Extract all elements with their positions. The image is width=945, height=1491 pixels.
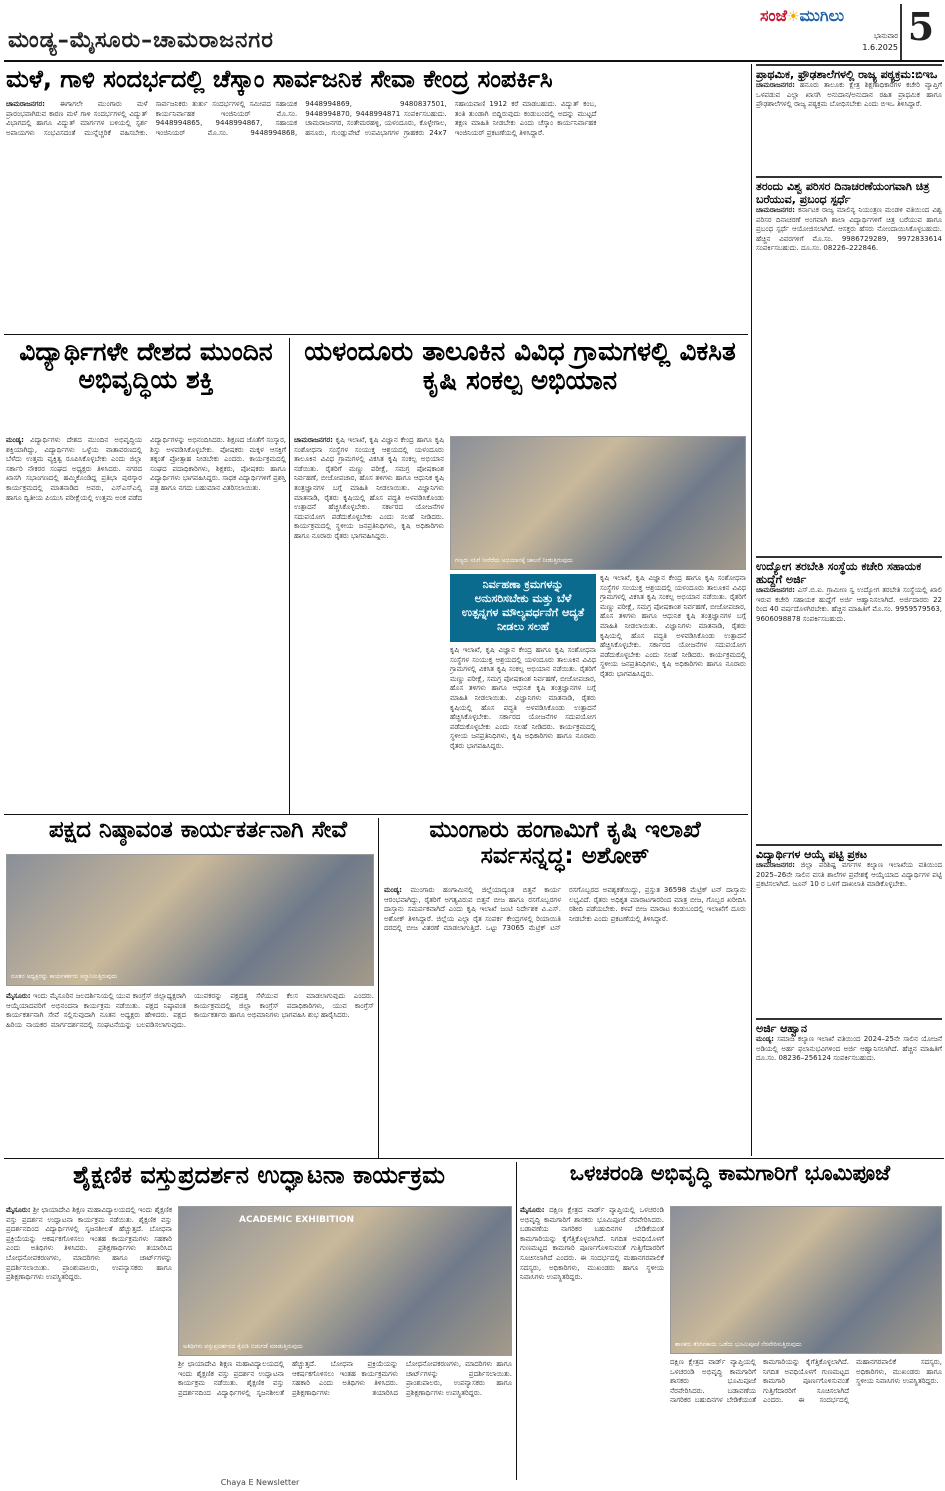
sidebar-5-headline: ಅರ್ಜಿ ಆಹ್ವಾನ [756,1018,942,1035]
article-7-photo-caption: ಶಾಸಕರು ತೆಂಗಿನಕಾಯಿ ಒಡೆದು ಭೂಮಿಪೂಜೆ ನೆರವೇರಿಸುತ್ತಿರುವುದು [675,1341,802,1348]
article-5-body [384,886,746,1156]
issue-day: ಭಾನುವಾರ [873,32,898,40]
article-6-photo [178,1206,512,1356]
sidebar-1-dateline: ಚಾಮರಾಜನಗರ: [756,81,795,89]
article-1-headline: ಮಳೆ, ಗಾಳಿ ಸಂದರ್ಭದಲ್ಲಿ ಚೆಸ್ಕಾಂ ಸಾರ್ವಜನಿಕ ಸೇವಾ ಕೇಂದ್ರ ಸಂಪರ್ಕಿಸಿ [6,66,553,93]
article-4-text: ಇಂದು ಮೈಸೂರಿನ ಜಲದರ್ಶಿನಿಯಲ್ಲಿ ಯುವ ಕಾಂಗ್ರೆಸ್ ಜಿಲ್ಲಾಧ್ಯಕ್ಷರಾಗಿ ಆಯ್ಕೆಯಾದವರಿಗೆ ಅಭಿನಂದನಾ ಕಾರ್ಯಕ್ರಮ ನಡೆಯಿತು. ಪಕ್ಷದ ನಿಷ್ಠಾವಂತ ಕಾರ್ಯಕರ್ತನಾಗಿ ಸೇವೆ ಸಲ್ಲಿಸುವುದಾಗಿ ನೂತನ ಅಧ್ಯಕ್ಷರು ಹೇಳಿದರು. ಪಕ್ಷದ ಹಿರಿಯ ನಾಯಕರ ಮಾರ್ಗದರ್ಶನದಲ್ಲಿ ಸಂಘಟನೆಯನ್ನು ಬಲಪಡಿಸಲಾಗುವುದು. ಯುವಕರನ್ನು ಪಕ್ಷದತ್ತ ಸೆಳೆಯುವ ಕೆಲಸ ಮಾಡಲಾಗುವುದು ಎಂದರು. ಕಾರ್ಯಕ್ರಮದಲ್ಲಿ ಜಿಲ್ಲಾ ಕಾಂಗ್ರೆಸ್ ಪದಾಧಿಕಾರಿಗಳು, ಯುವ ಕಾಂಗ್ರೆಸ್ ಕಾರ್ಯಕರ್ತರು ಹಾಗೂ ಅಭಿಮಾನಿಗಳು ಭಾಗವಹಿಸಿ ಶುಭ ಹಾರೈಸಿದರು. [6,992,374,1029]
rule-col-a4 [378,818,379,1158]
article-4-photo-caption: ನೂತನ ಅಧ್ಯಕ್ಷರನ್ನು ಕಾರ್ಯಕರ್ತರು ಸನ್ಮಾನಿಸುತ್ತಿರುವುದು [11,973,118,980]
sun-icon: ☀ [786,9,800,25]
article-7-body-right [670,1358,942,1476]
sidebar-3-text: ಎಸ್.ಬಿ.ಐ. ಗ್ರಾಮೀಣ ಸ್ವ ಉದ್ಯೋಗ ತರಬೇತಿ ಸಂಸ್ಥೆಯಲ್ಲಿ ಖಾಲಿ ಇರುವ ಕಚೇರಿ ಸಹಾಯಕ ಹುದ್ದೆಗೆ ಅರ್ಜಿ ಆಹ್ವಾನಿಸಲಾಗಿದೆ. ಅರ್ಜಿದಾರರು 22 ರಿಂದ 40 ವರ್ಷದೊಳಗಿರಬೇಕು. ಹೆಚ್ಚಿನ ಮಾಹಿತಿಗೆ ಮೊ.ಸಂ. 9959579563, 9606098878 ಸಂಪರ್ಕಿಸಬಹುದು. [756,586,942,623]
article-3-headline: ಯಳಂದೂರು ತಾಲೂಕಿನ ವಿವಿಧ ಗ್ರಾಮಗಳಲ್ಲಿ ವಿಕಸಿತ ಕೃಷಿ ಸಂಕಲ್ಪ ಅಭಿಯಾನ [304,338,736,397]
article-6-headline: ಶೈಕ್ಷಣಿಕ ವಸ್ತುಪ್ರದರ್ಶನ ಉದ್ಘಾಟನಾ ಕಾರ್ಯಕ್ರಮ [73,1162,445,1189]
article-2-dateline: ಮಂಡ್ಯ: [6,436,24,444]
sidebar-5-text: ಸಮಾಜ ಕಲ್ಯಾಣ ಇಲಾಖೆ ವತಿಯಿಂದ 2024–25ನೇ ಸಾಲಿನ ಯೋಜನೆ ಅಡಿಯಲ್ಲಿ ಅರ್ಹ ಫಲಾನುಭವಿಗಳಿಂದ ಅರ್ಜಿ ಆಹ್ವಾನಿಸಲಾಗಿದೆ. ಹೆಚ್ಚಿನ ಮಾಹಿತಿಗೆ ದೂ.ಸಂ. 08236–256124 ಸಂಪರ್ಕಿಸಬಹುದು. [756,1035,942,1063]
article-7-dateline: ಮೈಸೂರು: [520,1206,545,1214]
sidebar-5-dateline: ಮಂಡ್ಯ: [756,1035,774,1043]
article-3-text-cont-2: ಕೃಷಿ ಇಲಾಖೆ, ಕೃಷಿ ವಿಜ್ಞಾನ ಕೇಂದ್ರ ಹಾಗೂ ಕೃಷಿ ಸಂಶೋಧನಾ ಸಂಸ್ಥೆಗಳ ಸಂಯುಕ್ತ ಆಶ್ರಯದಲ್ಲಿ ಯಳಂದೂರು ತಾಲೂಕಿನ ವಿವಿಧ ಗ್ರಾಮಗಳಲ್ಲಿ ವಿಕಸಿತ ಕೃಷಿ ಸಂಕಲ್ಪ ಅಭಿಯಾನ ನಡೆಯಿತು. ರೈತರಿಗೆ ಮಣ್ಣು ಪರೀಕ್ಷೆ, ಸಮಗ್ರ ಪೋಷಕಾಂಶ ನಿರ್ವಹಣೆ, ಬೀಜೋಪಚಾರ, ಹೊಸ ತಳಿಗಳು ಹಾಗೂ ಆಧುನಿಕ ಕೃಷಿ ತಂತ್ರಜ್ಞಾನಗಳ ಬಗ್ಗೆ ಮಾಹಿತಿ ನೀಡಲಾಯಿತು. ವಿಜ್ಞಾನಿಗಳು ಮಾತನಾಡಿ, ರೈತರು ಕೃಷಿಯಲ್ಲಿ ಹೊಸ ಪದ್ಧತಿ ಅಳವಡಿಸಿಕೊಂಡು ಉತ್ಪಾದನೆ ಹೆಚ್ಚಿಸಿಕೊಳ್ಳಬೇಕು. ಸರ್ಕಾರದ ಯೋಜನೆಗಳ ಸದುಪಯೋಗ ಪಡೆದುಕೊಳ್ಳಬೇಕು ಎಂದು ಸಲಹೆ ನೀಡಿದರು. ಕಾರ್ಯಕ್ರಮದಲ್ಲಿ ಸ್ಥಳೀಯ ಜನಪ್ರತಿನಿಧಿಗಳು, ಕೃಷಿ ಅಧಿಕಾರಿಗಳು ಹಾಗೂ ನೂರಾರು ರೈತರು ಭಾಗವಹಿಸಿದ್ದರು. [450,646,596,750]
article-7-headline: ಒಳಚರಂಡಿ ಅಭಿವೃದ್ಧಿ ಕಾಮಗಾರಿಗೆ ಭೂಮಿಪೂಜೆ [569,1162,891,1185]
rule-a3 [4,814,748,815]
article-5-dateline: ಮಂಡ್ಯ: [384,886,402,894]
article-1-dateline: ಚಾಮರಾಜನಗರ: [6,100,45,108]
sidebar-5-body [756,1035,942,1064]
article-3-body-bottom [450,646,596,812]
rule-col-a2 [289,338,290,814]
article-7-photo [670,1206,942,1354]
logo-text-primary: ಸಂಜೆ [760,6,787,25]
rule-a1 [4,334,748,335]
article-1-body [6,100,746,330]
sidebar-4-dateline: ಚಾಮರಾಜನಗರ: [756,861,795,869]
sidebar-item-1 [756,64,942,176]
article-2-body [6,436,286,812]
sidebar-item-2 [756,176,942,556]
article-6-body-right [178,1360,512,1476]
article-3-photo [450,436,746,570]
masthead-logo [760,6,895,32]
article-3-photo-caption: ಗಣ್ಯರು ಸಸಿಗೆ ನೀರೆರೆದು ಅಭಿಯಾನಕ್ಕೆ ಚಾಲನೆ ನೀಡುತ್ತಿರುವುದು [455,557,573,564]
sidebar-3-dateline: ಚಾಮರಾಜನಗರ: [756,586,795,594]
page-number: 5 [900,4,940,60]
article-6-text: ಶ್ರೀ ಛಾಯಾದೇವಿ ಶಿಕ್ಷಣ ಮಹಾವಿದ್ಯಾಲಯದಲ್ಲಿ ಇಂದು ಶೈಕ್ಷಣಿಕ ವಸ್ತು ಪ್ರದರ್ಶನ ಉದ್ಘಾಟನಾ ಕಾರ್ಯಕ್ರಮ ನಡೆಯಿತು. ಶೈಕ್ಷಣಿಕ ವಸ್ತು ಪ್ರದರ್ಶನದಿಂದ ವಿದ್ಯಾರ್ಥಿಗಳಲ್ಲಿ ಸೃಜನಶೀಲತೆ ಹೆಚ್ಚುತ್ತದೆ. ಬೋಧನಾ ಪ್ರಕ್ರಿಯೆಯನ್ನು ಆಕರ್ಷಕಗೊಳಿಸಲು ಇಂತಹ ಕಾರ್ಯಕ್ರಮಗಳು ಸಹಕಾರಿ ಎಂದು ಅತಿಥಿಗಳು ತಿಳಿಸಿದರು. ಪ್ರಶಿಕ್ಷಣಾರ್ಥಿಗಳು ತಯಾರಿಸಿದ ಬೋಧನೋಪಕರಣಗಳು, ಮಾದರಿಗಳು ಹಾಗೂ ಚಾರ್ಟ್‌ಗಳನ್ನು ಪ್ರದರ್ಶಿಸಲಾಯಿತು. ಪ್ರಾಂಶುಪಾಲರು, ಉಪನ್ಯಾಸಕರು ಹಾಗೂ ಪ್ರಶಿಕ್ಷಣಾರ್ಥಿಗಳು ಉಪಸ್ಥಿತರಿದ್ದರು. [6,1206,172,1282]
sidebar-item-5 [756,1018,942,1154]
article-5-headline: ಮುಂಗಾರು ಹಂಗಾಮಿಗೆ ಕೃಷಿ ಇಲಾಖೆ ಸರ್ವಸನ್ನದ್ಧ: ಅಶೋಕ್ [429,818,701,869]
article-3-text: ಕೃಷಿ ಇಲಾಖೆ, ಕೃಷಿ ವಿಜ್ಞಾನ ಕೇಂದ್ರ ಹಾಗೂ ಕೃಷಿ ಸಂಶೋಧನಾ ಸಂಸ್ಥೆಗಳ ಸಂಯುಕ್ತ ಆಶ್ರಯದಲ್ಲಿ ಯಳಂದೂರು ತಾಲೂಕಿನ ವಿವಿಧ ಗ್ರಾಮಗಳಲ್ಲಿ ವಿಕಸಿತ ಕೃಷಿ ಸಂಕಲ್ಪ ಅಭಿಯಾನ ನಡೆಯಿತು. ರೈತರಿಗೆ ಮಣ್ಣು ಪರೀಕ್ಷೆ, ಸಮಗ್ರ ಪೋಷಕಾಂಶ ನಿರ್ವಹಣೆ, ಬೀಜೋಪಚಾರ, ಹೊಸ ತಳಿಗಳು ಹಾಗೂ ಆಧುನಿಕ ಕೃಷಿ ತಂತ್ರಜ್ಞಾನಗಳ ಬಗ್ಗೆ ಮಾಹಿತಿ ನೀಡಲಾಯಿತು. ವಿಜ್ಞಾನಿಗಳು ಮಾತನಾಡಿ, ರೈತರು ಕೃಷಿಯಲ್ಲಿ ಹೊಸ ಪದ್ಧತಿ ಅಳವಡಿಸಿಕೊಂಡು ಉತ್ಪಾದನೆ ಹೆಚ್ಚಿಸಿಕೊಳ್ಳಬೇಕು. ಸರ್ಕಾರದ ಯೋಜನೆಗಳ ಸದುಪಯೋಗ ಪಡೆದುಕೊಳ್ಳಬೇಕು ಎಂದು ಸಲಹೆ ನೀಡಿದರು. ಕಾರ್ಯಕ್ರಮದಲ್ಲಿ ಸ್ಥಳೀಯ ಜನಪ್ರತಿನಿಧಿಗಳು, ಕೃಷಿ ಅಧಿಕಾರಿಗಳು ಹಾಗೂ ನೂರಾರು ರೈತರು ಭಾಗವಹಿಸಿದ್ದರು. [294,436,444,540]
sidebar-2-body [756,206,942,254]
article-3-dateline: ಚಾಮರಾಜನಗರ: [294,436,333,444]
article-6-dateline: ಮೈಸೂರು: [6,1206,31,1214]
sidebar-2-headline: ತರಂದು ವಿಶ್ವ ಪರಿಸರ ದಿನಾಚರಣೆಯಂಗವಾಗಿ ಚಿತ್ರ ಬರೆಯುವ, ಪ್ರಬಂಧ ಸ್ಪರ್ಧೆ [756,176,942,206]
region-title: ಮಂಡ್ಯ–ಮೈಸೂರು–ಚಾಮರಾಜನಗರ [8,28,274,53]
article-6-text-cont: ಶ್ರೀ ಛಾಯಾದೇವಿ ಶಿಕ್ಷಣ ಮಹಾವಿದ್ಯಾಲಯದಲ್ಲಿ ಇಂದು ಶೈಕ್ಷಣಿಕ ವಸ್ತು ಪ್ರದರ್ಶನ ಉದ್ಘಾಟನಾ ಕಾರ್ಯಕ್ರಮ ನಡೆಯಿತು. ಶೈಕ್ಷಣಿಕ ವಸ್ತು ಪ್ರದರ್ಶನದಿಂದ ವಿದ್ಯಾರ್ಥಿಗಳಲ್ಲಿ ಸೃಜನಶೀಲತೆ ಹೆಚ್ಚುತ್ತದೆ. ಬೋಧನಾ ಪ್ರಕ್ರಿಯೆಯನ್ನು ಆಕರ್ಷಕಗೊಳಿಸಲು ಇಂತಹ ಕಾರ್ಯಕ್ರಮಗಳು ಸಹಕಾರಿ ಎಂದು ಅತಿಥಿಗಳು ತಿಳಿಸಿದರು. ಪ್ರಶಿಕ್ಷಣಾರ್ಥಿಗಳು ತಯಾರಿಸಿದ ಬೋಧನೋಪಕರಣಗಳು, ಮಾದರಿಗಳು ಹಾಗೂ ಚಾರ್ಟ್‌ಗಳನ್ನು ಪ್ರದರ್ಶಿಸಲಾಯಿತು. ಪ್ರಾಂಶುಪಾಲರು, ಉಪನ್ಯಾಸಕರು ಹಾಗೂ ಪ್ರಶಿಕ್ಷಣಾರ್ಥಿಗಳು ಉಪಸ್ಥಿತರಿದ್ದರು. [178,1360,512,1397]
sidebar-1-text: ಹನೂರು ತಾಲೂಕು ಕ್ಷೇತ್ರ ಶಿಕ್ಷಣಾಧಿಕಾರಿಗಳ ಕಚೇರಿ ವ್ಯಾಪ್ತಿಗೆ ಒಳಪಡುವ ಎಲ್ಲಾ ಖಾಸಗಿ ಅನುದಾನ/ಅನುದಾನ ರಹಿತ ಪ್ರಾಥಮಿಕ ಹಾಗೂ ಪ್ರೌಢಶಾಲೆಗಳಲ್ಲಿ ರಾಜ್ಯ ಪಠ್ಯಕ್ರಮ ಬೋಧಿಸಬೇಕು ಎಂದು ಬಿಇಒ ತಿಳಿಸಿದ್ದಾರೆ. [756,81,942,109]
article-7-text: ದಕ್ಷಿಣ ಕ್ಷೇತ್ರದ ವಾರ್ಡ್ ವ್ಯಾಪ್ತಿಯಲ್ಲಿ ಒಳಚರಂಡಿ ಅಭಿವೃದ್ಧಿ ಕಾಮಗಾರಿಗೆ ಶಾಸಕರು ಭೂಮಿಪೂಜೆ ನೆರವೇರಿಸಿದರು. ಬಡಾವಣೆಯ ನಾಗರಿಕರ ಬಹುದಿನಗಳ ಬೇಡಿಕೆಯಂತೆ ಕಾಮಗಾರಿಯನ್ನು ಕೈಗೆತ್ತಿಕೊಳ್ಳಲಾಗಿದೆ. ನಿಗದಿತ ಅವಧಿಯೊಳಗೆ ಗುಣಮಟ್ಟದ ಕಾಮಗಾರಿ ಪೂರ್ಣಗೊಳಿಸುವಂತೆ ಗುತ್ತಿಗೆದಾರರಿಗೆ ಸೂಚಿಸಲಾಗಿದೆ ಎಂದರು. ಈ ಸಂದರ್ಭದಲ್ಲಿ ಮಹಾನಗರಪಾಲಿಕೆ ಸದಸ್ಯರು, ಅಧಿಕಾರಿಗಳು, ಮುಖಂಡರು ಹಾಗೂ ಸ್ಥಳೀಯ ನಿವಾಸಿಗಳು ಉಪಸ್ಥಿತರಿದ್ದರು. [520,1206,664,1282]
sidebar-item-4 [756,844,942,1018]
sidebar-2-dateline: ಚಾಮರಾಜನಗರ: [756,206,795,214]
article-6-photo-banner: ACADEMIC EXHIBITION [239,1215,355,1225]
sidebar-item-3 [756,556,942,844]
article-4-dateline: ಮೈಸೂರು: [6,992,31,1000]
logo-text-secondary: ಮುಗಿಲು [799,6,845,25]
article-3-text-cont: ಕೃಷಿ ಇಲಾಖೆ, ಕೃಷಿ ವಿಜ್ಞಾನ ಕೇಂದ್ರ ಹಾಗೂ ಕೃಷಿ ಸಂಶೋಧನಾ ಸಂಸ್ಥೆಗಳ ಸಂಯುಕ್ತ ಆಶ್ರಯದಲ್ಲಿ ಯಳಂದೂರು ತಾಲೂಕಿನ ವಿವಿಧ ಗ್ರಾಮಗಳಲ್ಲಿ ವಿಕಸಿತ ಕೃಷಿ ಸಂಕಲ್ಪ ಅಭಿಯಾನ ನಡೆಯಿತು. ರೈತರಿಗೆ ಮಣ್ಣು ಪರೀಕ್ಷೆ, ಸಮಗ್ರ ಪೋಷಕಾಂಶ ನಿರ್ವಹಣೆ, ಬೀಜೋಪಚಾರ, ಹೊಸ ತಳಿಗಳು ಹಾಗೂ ಆಧುನಿಕ ಕೃಷಿ ತಂತ್ರಜ್ಞಾನಗಳ ಬಗ್ಗೆ ಮಾಹಿತಿ ನೀಡಲಾಯಿತು. ವಿಜ್ಞಾನಿಗಳು ಮಾತನಾಡಿ, ರೈತರು ಕೃಷಿಯಲ್ಲಿ ಹೊಸ ಪದ್ಧತಿ ಅಳವಡಿಸಿಕೊಂಡು ಉತ್ಪಾದನೆ ಹೆಚ್ಚಿಸಿಕೊಳ್ಳಬೇಕು. ಸರ್ಕಾರದ ಯೋಜನೆಗಳ ಸದುಪಯೋಗ ಪಡೆದುಕೊಳ್ಳಬೇಕು ಎಂದು ಸಲಹೆ ನೀಡಿದರು. ಕಾರ್ಯಕ್ರಮದಲ್ಲಿ ಸ್ಥಳೀಯ ಜನಪ್ರತಿನಿಧಿಗಳು, ಕೃಷಿ ಅಧಿಕಾರಿಗಳು ಹಾಗೂ ನೂರಾರು ರೈತರು ಭಾಗವಹಿಸಿದ್ದರು. [600,574,746,678]
masthead-rule [4,60,944,62]
article-1-text: ಈಗಾಗಲೇ ಮುಂಗಾರು ಮಳೆ ಪ್ರಾರಂಭವಾಗಿರುವ ಕಾರಣ ಮಳೆ ಗಾಳಿ ಸಂದರ್ಭಗಳಲ್ಲಿ ವಿದ್ಯುತ್ ವಿಭಾಗದಲ್ಲಿ ಹಾಗೂ ವಿದ್ಯುತ್ ಮಾರ್ಗಗಳ ಬಳಿಯಲ್ಲಿ ಸ್ಪರ್ಶ ಅಪಾಯಗಳು ಸಂಭವಿಸದಂತೆ ಮುನ್ನೆಚ್ಚರಿಕೆ ವಹಿಸಬೇಕು. ಸಾರ್ವಜನಿಕರು ತುರ್ತು ಸಂದರ್ಭಗಳಲ್ಲಿ ಸಮೀಪದ ಸಹಾಯಕ ಕಾರ್ಯನಿರ್ವಾಹಕ ಇಂಜಿನಿಯರ್ ಮೊ.ಸಂ. 9448994865, 9448994867, ಸಹಾಯಕ ಇಂಜಿನಿಯರ್ ಮೊ.ಸಂ. 9448994868, 9448994869, 9480837501, 9448994870, 9448994871 ಸಂಪರ್ಕಿಸಬಹುದು. ಚಾಮರಾಜನಗರ, ಸಂತೇಮರಹಳ್ಳಿ, ಯಳಂದೂರು, ಕೊಳ್ಳೇಗಾಲ, ಹನೂರು, ಗುಂಡ್ಲುಪೇಟೆ ಉಪವಿಭಾಗಗಳ ಗ್ರಾಹಕರು 24x7 ಸಹಾಯವಾಣಿ 1912 ಕರೆ ಮಾಡಬಹುದು. ವಿದ್ಯುತ್ ಕಂಬ, ತಂತಿ ತುಂಡಾಗಿ ಬಿದ್ದಿರುವುದು ಕಂಡುಬಂದಲ್ಲಿ ಅದನ್ನು ಮುಟ್ಟದೆ ತಕ್ಷಣ ಮಾಹಿತಿ ನೀಡಬೇಕು ಎಂದು ಚೆಸ್ಕಾಂ ಕಾರ್ಯನಿರ್ವಾಹಕ ಇಂಜಿನಿಯರ್ ಪ್ರಕಟಣೆಯಲ್ಲಿ ತಿಳಿಸಿದ್ದಾರೆ. [6,100,597,137]
article-3-pull-quote: ನಿರ್ವಹಣಾ ಕ್ರಮಗಳನ್ನು ಅನುಸರಿಸಬೇಕು ಮತ್ತು ಬೆಳೆ ಉತ್ಪನ್ನಗಳ ಮೌಲ್ಯವರ್ಧನೆಗೆ ಆದ್ಯತೆ ನೀಡಲು ಸಲಹೆ [450,574,596,642]
sidebar-2-text: ಕರ್ನಾಟಕ ರಾಜ್ಯ ಮಾಲಿನ್ಯ ನಿಯಂತ್ರಣ ಮಂಡಳಿ ವತಿಯಿಂದ ವಿಶ್ವ ಪರಿಸರ ದಿನಾಚರಣೆ ಅಂಗವಾಗಿ ಶಾಲಾ ವಿದ್ಯಾರ್ಥಿಗಳಿಗೆ ಚಿತ್ರ ಬರೆಯುವ ಹಾಗೂ ಪ್ರಬಂಧ ಸ್ಪರ್ಧೆ ಆಯೋಜಿಸಲಾಗಿದೆ. ಆಸಕ್ತರು ಹೆಸರು ನೋಂದಾಯಿಸಿಕೊಳ್ಳಬಹುದು. ಹೆಚ್ಚಿನ ವಿವರಗಳಿಗೆ ಮೊ.ಸಂ. 9986729289, 9972833614 ಸಂಪರ್ಕಿಸಬಹುದು. ದೂ.ಸಂ. 08226–222846. [756,206,942,253]
article-4-headline: ಪಕ್ಷದ ನಿಷ್ಠಾವಂತ ಕಾರ್ಯಕರ್ತನಾಗಿ ಸೇವೆ [48,818,348,843]
sidebar [756,64,942,1156]
article-3-body-left [294,436,444,812]
article-4-body [6,992,374,1156]
article-4-photo [6,854,374,986]
rule-a5 [4,1158,944,1159]
sidebar-4-text: ಜಿಲ್ಲಾ ಪರಿಶಿಷ್ಟ ವರ್ಗಗಳ ಕಲ್ಯಾಣ ಇಲಾಖೆಯ ವತಿಯಿಂದ 2025–26ನೇ ಸಾಲಿನ ವಸತಿ ಶಾಲೆಗಳ ಪ್ರವೇಶಕ್ಕೆ ಆಯ್ಕೆಯಾದ ವಿದ್ಯಾರ್ಥಿಗಳ ಪಟ್ಟಿ ಪ್ರಕಟಿಸಲಾಗಿದೆ. ಜೂನ್ 10 ರ ಒಳಗೆ ದಾಖಲಾತಿ ಮಾಡಿಕೊಳ್ಳಬೇಕು. [756,861,942,889]
rule-col-a6 [516,1162,517,1480]
sidebar-3-headline: ಉದ್ಯೋಗ ತರಬೇತಿ ಸಂಸ್ಥೆಯ ಕಚೇರಿ ಸಹಾಯಕ ಹುದ್ದೆಗೆ ಅರ್ಜಿ [756,556,942,586]
sidebar-1-headline: ಪ್ರಾಥಮಿಕ, ಫ್ರೌಢಶಾಲೆಗಳಲ್ಲಿ ರಾಜ್ಯ ಪಠ್ಯಕ್ರಮ:ಬಿಇಒ [756,64,942,81]
article-7-text-cont: ದಕ್ಷಿಣ ಕ್ಷೇತ್ರದ ವಾರ್ಡ್ ವ್ಯಾಪ್ತಿಯಲ್ಲಿ ಒಳಚರಂಡಿ ಅಭಿವೃದ್ಧಿ ಕಾಮಗಾರಿಗೆ ಶಾಸಕರು ಭೂಮಿಪೂಜೆ ನೆರವೇರಿಸಿದರು. ಬಡಾವಣೆಯ ನಾಗರಿಕರ ಬಹುದಿನಗಳ ಬೇಡಿಕೆಯಂತೆ ಕಾಮಗಾರಿಯನ್ನು ಕೈಗೆತ್ತಿಕೊಳ್ಳಲಾಗಿದೆ. ನಿಗದಿತ ಅವಧಿಯೊಳಗೆ ಗುಣಮಟ್ಟದ ಕಾಮಗಾರಿ ಪೂರ್ಣಗೊಳಿಸುವಂತೆ ಗುತ್ತಿಗೆದಾರರಿಗೆ ಸೂಚಿಸಲಾಗಿದೆ ಎಂದರು. ಈ ಸಂದರ್ಭದಲ್ಲಿ ಮಹಾನಗರಪಾಲಿಕೆ ಸದಸ್ಯರು, ಅಧಿಕಾರಿಗಳು, ಮುಖಂಡರು ಹಾಗೂ ಸ್ಥಳೀಯ ನಿವಾಸಿಗಳು ಉಪಸ್ಥಿತರಿದ್ದರು. [670,1358,942,1405]
sidebar-4-body [756,861,942,890]
footer-credit: Chaya E Newsletter [220,1478,300,1487]
sidebar-3-body [756,586,942,624]
article-3-body-right [600,574,746,812]
sidebar-4-headline: ವಿದ್ಯಾರ್ಥಿಗಳ ಆಯ್ಕೆ ಪಟ್ಟಿ ಪ್ರಕಟ [756,844,942,861]
article-6-body-left [6,1206,172,1476]
article-2-text: ವಿದ್ಯಾರ್ಥಿಗಳು ದೇಶದ ಮುಂದಿನ ಅಭಿವೃದ್ಧಿಯ ಶಕ್ತಿಯಾಗಿದ್ದು, ವಿದ್ಯಾರ್ಥಿಗಳು ಒಳ್ಳೆಯ ವಾತಾವರಣದಲ್ಲಿ ಬೆಳೆದು ಉತ್ತಮ ವ್ಯಕ್ತಿತ್ವ ರೂಪಿಸಿಕೊಳ್ಳಬೇಕು ಎಂದು ಜಿಲ್ಲಾ ಸರ್ಕಾರಿ ನೌಕರರ ಸಂಘದ ಅಧ್ಯಕ್ಷರು ತಿಳಿಸಿದರು. ನಗರದ ಖಾಸಗಿ ಸಭಾಂಗಣದಲ್ಲಿ ಹಮ್ಮಿಕೊಂಡಿದ್ದ ಪ್ರತಿಭಾ ಪುರಸ್ಕಾರ ಕಾರ್ಯಕ್ರಮದಲ್ಲಿ ಮಾತನಾಡಿದ ಅವರು, ಎಸ್ಎಸ್ಎಲ್ಸಿ ಹಾಗೂ ದ್ವಿತೀಯ ಪಿಯುಸಿ ಪರೀಕ್ಷೆಯಲ್ಲಿ ಉತ್ತಮ ಅಂಕ ಪಡೆದ ವಿದ್ಯಾರ್ಥಿಗಳನ್ನು ಅಭಿನಂದಿಸಿದರು. ಶಿಕ್ಷಣದ ಜೊತೆಗೆ ಸಂಸ್ಕಾರ, ಶಿಸ್ತು ಅಳವಡಿಸಿಕೊಳ್ಳಬೇಕು. ಪೋಷಕರು ಮಕ್ಕಳ ಆಸಕ್ತಿಗೆ ತಕ್ಕಂತೆ ಪ್ರೋತ್ಸಾಹ ನೀಡಬೇಕು ಎಂದರು. ಕಾರ್ಯಕ್ರಮದಲ್ಲಿ ಸಂಘದ ಪದಾಧಿಕಾರಿಗಳು, ಶಿಕ್ಷಕರು, ಪೋಷಕರು ಹಾಗೂ ವಿದ್ಯಾರ್ಥಿಗಳು ಭಾಗವಹಿಸಿದ್ದರು. ಸಾಧಕ ವಿದ್ಯಾರ್ಥಿಗಳಿಗೆ ಪ್ರಶಸ್ತಿ ಪತ್ರ ಹಾಗೂ ನಗದು ಬಹುಮಾನ ವಿತರಿಸಲಾಯಿತು. [6,436,286,502]
article-7-body-left [520,1206,664,1476]
sidebar-rule [751,64,752,1156]
article-2-headline: ವಿದ್ಯಾರ್ಥಿಗಳೇ ದೇಶದ ಮುಂದಿನ ಅಭಿವೃದ್ಧಿಯ ಶಕ್ತಿ [19,338,273,394]
sidebar-1-body [756,81,942,110]
article-5-text: ಮುಂಗಾರು ಹಂಗಾಮಿನಲ್ಲಿ ಜಿಲ್ಲೆಯಾದ್ಯಂತ ಬಿತ್ತನೆ ಕಾರ್ಯ ಆರಂಭವಾಗಿದ್ದು, ರೈತರಿಗೆ ಅಗತ್ಯವಿರುವ ಬಿತ್ತನೆ ಬೀಜ ಹಾಗೂ ರಸಗೊಬ್ಬರಗಳ ದಾಸ್ತಾನು ಸಮರ್ಪಕವಾಗಿದೆ ಎಂದು ಕೃಷಿ ಇಲಾಖೆ ಜಂಟಿ ನಿರ್ದೇಶಕ ವಿ.ಎಸ್. ಅಶೋಕ್ ತಿಳಿಸಿದ್ದಾರೆ. ಜಿಲ್ಲೆಯ ಎಲ್ಲಾ ರೈತ ಸಂಪರ್ಕ ಕೇಂದ್ರಗಳಲ್ಲಿ ರಿಯಾಯಿತಿ ದರದಲ್ಲಿ ಬೀಜ ವಿತರಣೆ ಮಾಡಲಾಗುತ್ತಿದೆ. ಒಟ್ಟು 73065 ಮೆಟ್ರಿಕ್ ಟನ್ ರಸಗೊಬ್ಬರದ ಅವಶ್ಯಕತೆಯಿದ್ದು, ಪ್ರಸ್ತುತ 36598 ಮೆಟ್ರಿಕ್ ಟನ್ ದಾಸ್ತಾನು ಲಭ್ಯವಿದೆ. ರೈತರು ಅಧಿಕೃತ ಮಾರಾಟಗಾರರಿಂದ ಮಾತ್ರ ಬೀಜ, ಗೊಬ್ಬರ ಖರೀದಿಸಿ ರಶೀದಿ ಪಡೆಯಬೇಕು. ಕಳಪೆ ಬೀಜ ಮಾರಾಟ ಕಂಡುಬಂದಲ್ಲಿ ಇಲಾಖೆಗೆ ದೂರು ನೀಡಬೇಕು ಎಂದು ಪ್ರಕಟಣೆಯಲ್ಲಿ ತಿಳಿಸಿದ್ದಾರೆ. [384,886,746,933]
issue-date: 1.6.2025 [862,43,898,52]
article-6-photo-caption: ಅತಿಥಿಗಳು ವಸ್ತುಪ್ರದರ್ಶನದ ಕೈಪಿಡಿ ಬಿಡುಗಡೆ ಮಾಡುತ್ತಿರುವುದು [183,1343,303,1350]
